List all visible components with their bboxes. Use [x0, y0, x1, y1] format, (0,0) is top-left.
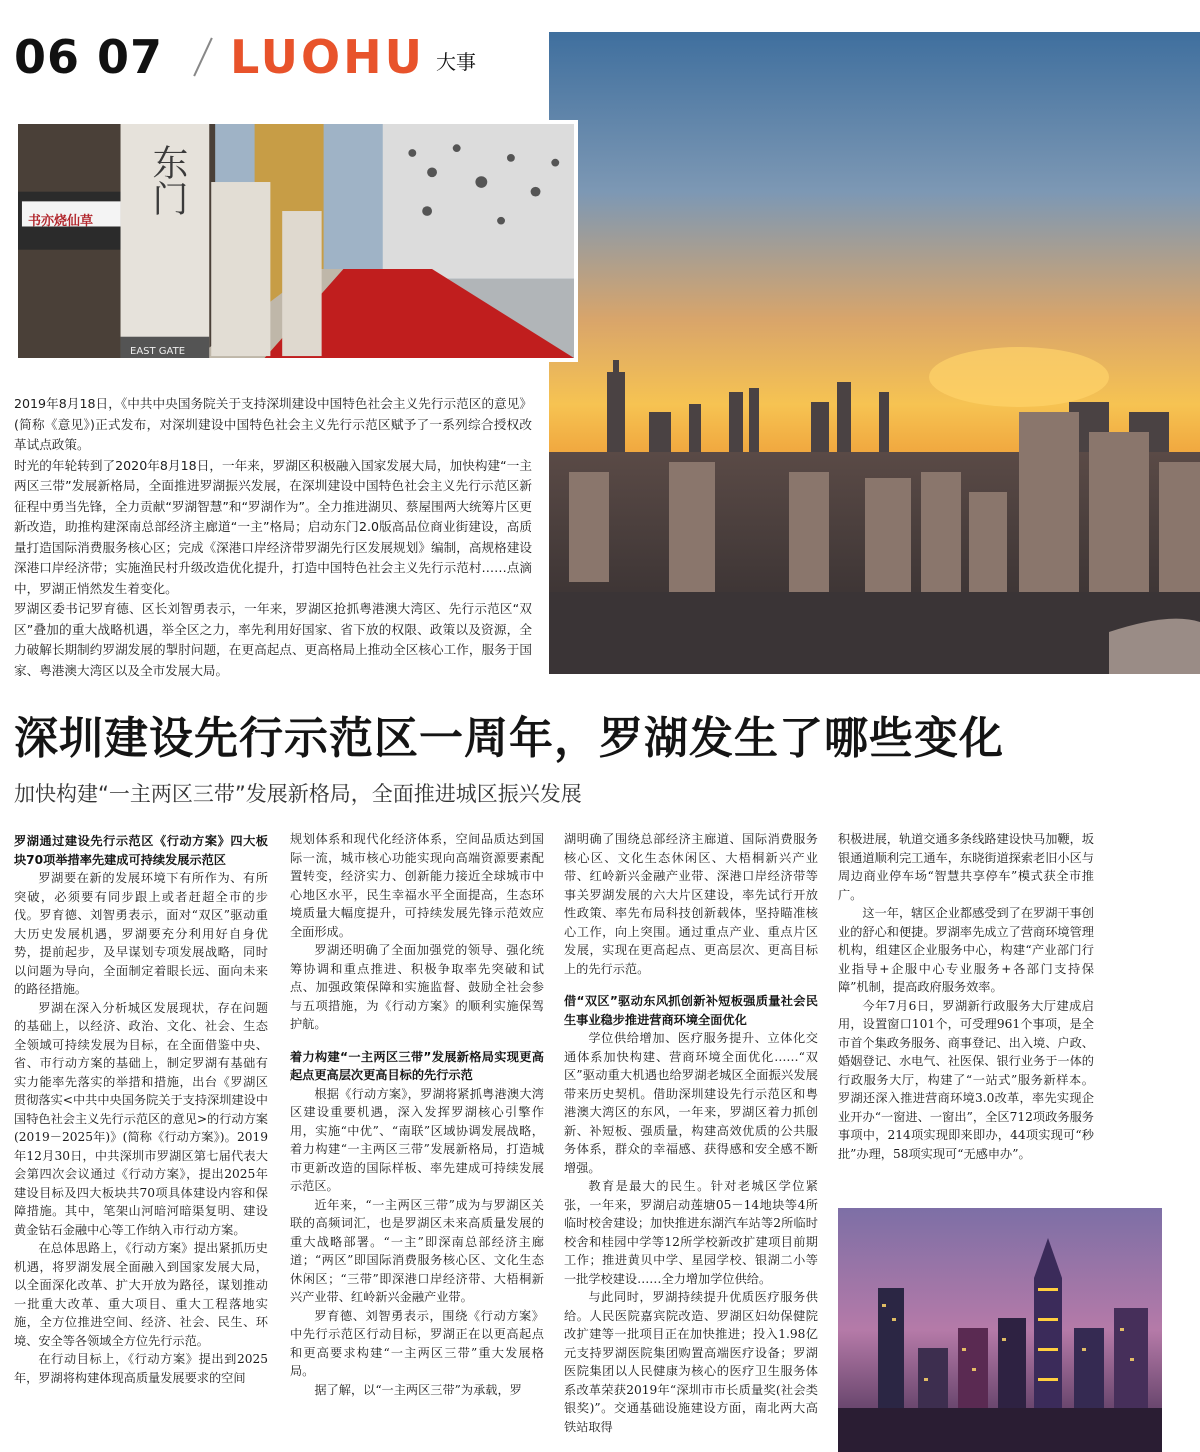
column-subheading: 借“双区”驱动东风抓创新补短板强质量社会民生事业稳步推进营商环境全面优化 — [564, 994, 818, 1027]
article-paragraph: 规划体系和现代化经济体系，空间品质达到国际一流，城市核心功能实现向高端资源要素配置转变，经济实力、创新能力接近全球城市中心地区水平，民生幸福水平全面提高，生态环境质量大幅度提升，可持续发展先锋示范效应全面形成。 — [290, 832, 544, 939]
east-gate-street-photo — [14, 120, 578, 362]
headline: 深圳建设先行示范区一周年，罗湖发生了哪些变化 — [14, 713, 1004, 764]
intro-paragraph: 2019年8月18日，《中共中央国务院关于支持深圳建设中国特色社会主义先行示范区的意见》(简称《意见》)正式发布，对深圳建设中国特色社会主义先行示范区赋予了一系列综合授权改革试点政策。 — [14, 396, 532, 452]
gate-sign-text: EAST GATE — [130, 346, 186, 357]
article-paragraph: 湖明确了围绕总部经济主廊道、国际消费服务核心区、文化生态休闲区、大梧桐新兴产业带、红岭新兴金融产业带、深港口岸经济带等事关罗湖发展的六大片区建设，率先试行开放性政策、率先布局科技创新载体，坚持瞄准核心工作，向上突围。通过重点产业、重点片区发展，实现在更高起点、更高层次、更高目标上的先行示范。 — [564, 832, 818, 976]
article-paragraph: 学位供给增加、医疗服务提升、立体化交通体系加快构建、营商环境全面优化……“双区”驱动重大机遇也给罗湖老城区全面振兴发展带来历史契机。借助深圳建设先行示范区和粤港澳大湾区的东风，一年来，罗湖区着力抓创新、补短板、强质量，构建高效优质的公共服务体系，群众的幸福感、获得感和安全感不断增强。 — [564, 1031, 818, 1175]
article-paragraph: 教育是最大的民生。针对老城区学位紧张，一年来，罗湖启动莲塘05－14地块等4所临时校舍建设；加快推进东湖汽车站等2所临时校舍和桂园中学等12所学校新改扩建项目前期工作；推进黄贝中学、星园学校、银湖二小等一批学校建设……全力增加学位供给。 — [564, 1179, 818, 1286]
column-subheading: 罗湖通过建设先行示范区《行动方案》四大板块70项举措率先建成可持续发展示范区 — [14, 834, 268, 867]
article-paragraph: 在总体思路上，《行动方案》提出紧抓历史机遇，将罗湖发展全面融入到国家发展大局，以全面深化改革、扩大开放为路径，谋划推动一批重大改革、重大项目、重大工程落地实施，全方位推进空间、经济、社会、民生、环境、安全等各领域全方位先行示范。 — [14, 1241, 268, 1348]
article-paragraph: 罗湖要在新的发展环境下有所作为、有所突破，必须要有同步跟上或者赶超全市的步伐。罗育德、刘智勇表示，面对“双区”驱动重大历史发展机遇，罗湖要充分利用好自身优势，提前起步，及早谋划专项发展战略，同时以问题为导向，全面制定着眼长远、面向未来的路径措施。 — [14, 871, 268, 996]
article-paragraph: 罗湖在深入分析城区发展现状，存在问题的基础上，以经济、政治、文化、社会、生态全领域可持续发展为目标，在全面借鉴中央、省、市行动方案的基础上，制定罗湖有基础有实力能率先落实的举措和措施，出台《罗湖区贯彻落实<中共中央国务院关于支持深圳建设中国特色社会主义先行示范区的意见>的行动方案(2019－2025年)》(简称《行动方案》)。2019年12月30日，中共深圳市罗湖区第七届代表大会第四次会议通过《行动方案》，提出2025年建设目标及四大板块共70项具体建设内容和保障措施。其中，笔架山河暗河暗渠复明、建设黄金钻石金融中心等工作纳入市行动方案。 — [14, 1000, 268, 1237]
subheadline: 加快构建“一主两区三带”发展新格局，全面推进城区振兴发展 — [14, 782, 582, 806]
skyline-sunset-photo — [549, 32, 1200, 674]
page-numbers: 06 07 — [14, 30, 164, 84]
article-column-2 — [290, 830, 544, 1399]
article-paragraph: 罗湖还明确了全面加强党的领导、强化统筹协调和重点推进、积极争取率先突破和试点、加强政策保障和实施监督、鼓励全社会参与五项措施，为《行动方案》的顺利实施保驾护航。 — [290, 943, 544, 1031]
article-paragraph: 近年来，“一主两区三带”成为与罗湖区关联的高频词汇，也是罗湖区未来高质量发展的重大战略部署。“一主”即深南总部经济主廊道；“两区”即国际消费服务核心区、文化生态休闲区；“三带”即深港口岸经济带、大梧桐新兴产业带、红岭新兴金融产业带。 — [290, 1197, 544, 1304]
intro-paragraph: 罗湖区委书记罗育德、区长刘智勇表示，一年来，罗湖区抢抓粤港澳大湾区、先行示范区“双区”叠加的重大战略机遇，举全区之力，率先利用好国家、省下放的权限、政策以及资源，全力破解长期制约罗湖发展的掣肘问题，在更高起点、更高格局上推动全区核心工作，服务于国家、粤港澳大湾区以及全市发展大局。 — [14, 601, 532, 678]
intro-text — [14, 394, 532, 681]
article-paragraph: 据了解，以“一主两区三带”为承载，罗 — [314, 1382, 522, 1397]
article-paragraph: 在行动目标上，《行动方案》提出到2025年，罗湖将构建体现高质量发展要求的空间 — [14, 1352, 268, 1385]
article-column-4 — [838, 830, 1094, 1163]
article-column-1 — [14, 830, 268, 1387]
column-subheading: 着力构建“一主两区三带”发展新格局实现更高起点更高层次更高目标的先行示范 — [290, 1049, 544, 1082]
article-column-3 — [564, 830, 818, 1436]
gate-inscription: 东门 — [147, 144, 188, 216]
article-paragraph: 今年7月6日，罗湖新行政服务大厅建成启用，设置窗口101个，可受理961个事项，是全市首个集政务服务、商事登记、出入境、户政、婚姻登记、水电气、社医保、银行业务于一体的行政服务大厅，构建了“一站式”服务新样本。罗湖还深入推进营商环境3.0改革，率先实现企业开办“一窗进、一窗出”，全区712项政务服务事项中，214项实现即来即办，44项实现可“秒批”办理，58项实现可“无感申办”。 — [838, 998, 1094, 1161]
article-paragraph: 积极进展，轨道交通多条线路建设快马加鞭，坂银通道顺利完工通车，东晓街道探索老旧小区与周边商业停车场“智慧共享停车”模式获全市推广。 — [838, 832, 1094, 902]
section-tag: 大事 — [436, 50, 476, 74]
masthead-divider — [192, 36, 214, 76]
article-paragraph: 罗育德、刘智勇表示，围绕《行动方案》中先行示范区行动目标，罗湖正在以更高起点和更高要求构建“一主两区三带”重大发展格局。 — [290, 1308, 544, 1378]
article-paragraph: 这一年，辖区企业都感受到了在罗湖干事创业的舒心和便捷。罗湖率先成立了营商环境管理机构，组建区企业服务中心，构建“产业部门行业指导+企服中心专业服务+各部门支持保障”机制，提高政府服务效率。 — [838, 906, 1094, 994]
shop-sign-text: 书亦烧仙草 — [28, 214, 94, 229]
intro-paragraph: 时光的年轮转到了2020年8月18日，一年来，罗湖区积极融入国家发展大局，加快构建“一主两区三带”发展新格局，全面推进罗湖振兴发展，在深圳建设中国特色社会主义先行示范区新征程中勇当先锋，全力贡献“罗湖智慧”和“罗湖作为”。全力推进湖贝、蔡屋围两大统筹片区更新改造，助推构建深南总部经济主廊道“一主”格局；启动东门2.0版高品位商业街建设，高质量打造国际消费服务核心区；完成《深港口岸经济带罗湖先行区发展规划》编制，高规格建设深港口岸经济带；实施渔民村升级改造优化提升，打造中国特色社会主义先行示范村……点滴中，罗湖正悄然发生着变化。 — [14, 457, 532, 596]
section-name: LUOHU — [230, 30, 425, 84]
masthead — [14, 32, 554, 82]
article-paragraph: 与此同时，罗湖持续提升优质医疗服务供给。人民医院嘉宾院改造、罗湖区妇幼保健院改扩建等一批项目正在加快推进；投入1.98亿元支持罗湖医院集团购置高端医疗设备；罗湖医院集团以人民健康为核心的医疗卫生服务体系改革荣获2019年“深圳市市长质量奖(社会类银奖)”。交通基础设施建设方面，南北两大高铁站取得 — [564, 1290, 818, 1434]
night-skyline-photo — [838, 1208, 1162, 1452]
article-paragraph: 根据《行动方案》，罗湖将紧抓粤港澳大湾区建设重要机遇，深入发挥罗湖核心引擎作用，实施“中优”、“南联”区域协调发展战略，着力构建“一主两区三带”发展新格局，打造城市更新改造的国际样板、率先建成可持续发展示范区。 — [290, 1086, 544, 1193]
